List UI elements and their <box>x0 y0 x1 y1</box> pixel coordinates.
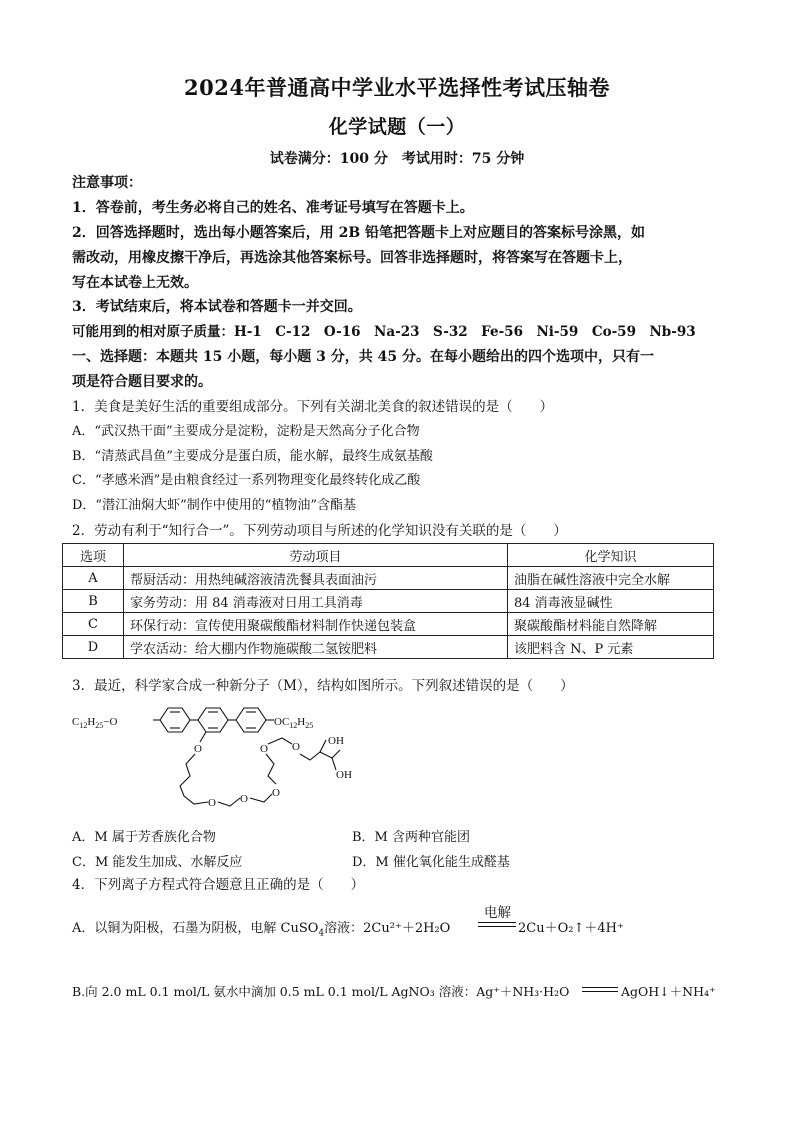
table-row <box>63 590 714 613</box>
notice-item: 3．考试结束后，将本试卷和答题卡一并交回。 <box>72 299 362 315</box>
table-header: 化学知识 <box>508 544 714 567</box>
exam-meta: 试卷满分：100 分 考试用时：75 分钟 <box>269 151 525 167</box>
table-row <box>63 567 714 590</box>
table-cell: A <box>63 567 124 590</box>
q1-option-a: A．“武汉热干面”主要成分是淀粉，淀粉是天然高分子化合物 <box>72 424 420 439</box>
question-4-stem: 4．下列离子方程式符合题意且正确的是（ ） <box>72 877 365 893</box>
hydroxyl-label: OH <box>328 735 344 747</box>
exam-title: 2024年普通高中学业水平选择性考试压轴卷 <box>184 75 610 100</box>
q4-option-b-text: B.向 2.0 mL 0.1 mol/L 氨水中滴加 0.5 mL 0.1 mol/L AgNO₃ 溶液： <box>72 984 477 999</box>
table-cell: 油脂在碱性溶液中完全水解 <box>508 567 714 590</box>
table-header-row <box>63 544 714 567</box>
question-3-stem: 3．最近，科学家合成一种新分子（M），结构如图所示。下列叙述错误的是（ ） <box>72 678 574 694</box>
q4-option-a: A．以铜为阳极，石墨为阴极，电解 CuSO$_4$溶液：2Cu²⁺＋2H₂O <box>72 921 451 939</box>
q4-option-b <box>72 982 569 1000</box>
notice-heading: 注意事项： <box>72 175 142 191</box>
q4-option-b-eq-right: AgOH↓＋NH₄⁺ <box>621 984 716 999</box>
exam-subject: 化学试题（一） <box>328 116 466 138</box>
table-cell: 家务劳动：用 84 消毒液对日用工具消毒 <box>124 590 508 613</box>
notice-item: 1．答卷前，考生务必将自己的姓名、准考证号填写在答题卡上。 <box>72 200 474 216</box>
ether-oxygen: O <box>272 787 280 799</box>
notice-item: 需改动，用橡皮擦干净后，再选涂其他答案标号。回答非选择题时，将答案写在答题卡上， <box>72 250 632 266</box>
right-alkyl-label: $OC_{12}H_{25}$ <box>274 716 314 730</box>
table-cell: 帮厨活动：用热纯碱溶液清洗餐具表面油污 <box>124 567 508 590</box>
table-cell: 84 消毒液显碱性 <box>508 590 714 613</box>
q3-option-a: A．M 属于芳香族化合物 <box>72 830 216 845</box>
ether-oxygen: O <box>260 743 268 755</box>
table-header: 劳动项目 <box>124 544 508 567</box>
notice-item: 2．回答选择题时，选出每小题答案后，用 2B 铅笔把答题卡上对应题目的答案标号涂黑，如 <box>72 225 646 241</box>
q3-option-d: D．M 催化氧化能生成醛基 <box>352 855 510 870</box>
q4-option-a-text2: 溶液： <box>324 921 364 936</box>
atomic-mass-line: 可能用到的相对原子质量：H-1 C-12 O-16 Na-23 S-32 Fe-56 Ni-59 Co-59 Nb-93 <box>72 324 696 340</box>
hydroxyl-label: OH <box>336 769 352 781</box>
table-row <box>63 636 714 659</box>
ether-oxygen: O <box>194 743 202 755</box>
table-cell: 聚碳酸酯材料能自然降解 <box>508 613 714 636</box>
equals-line <box>582 991 618 992</box>
molecule-structure <box>68 698 378 818</box>
ether-oxygen: O <box>240 793 248 805</box>
table-cell: 该肥料含 N、P 元素 <box>508 636 714 659</box>
section-heading: 一、选择题：本题共 15 小题，每小题 3 分，共 45 分。在每小题给出的四个选项中，只有一 <box>72 349 654 365</box>
q1-option-c: C．“孝感米酒”是由粮食经过一系列物理变化最终转化成乙酸 <box>72 473 421 488</box>
q4-option-a-text: A．以铜为阳极，石墨为阴极，电解 CuSO <box>72 921 319 936</box>
q3-option-c: C．M 能发生加成、水解反应 <box>72 855 243 870</box>
equals-line <box>478 926 516 927</box>
question-2-table <box>62 543 714 659</box>
q1-option-d: D．“潜江油焖大虾”制作中使用的“植物油”含酯基 <box>72 498 357 513</box>
ether-oxygen: O <box>292 741 300 753</box>
section-heading-cont: 项是符合题目要求的。 <box>72 374 212 390</box>
left-alkyl-label: $C_{12}H_{25}-O$ <box>72 716 118 730</box>
equals-line <box>582 987 618 988</box>
table-header: 选项 <box>63 544 124 567</box>
question-1-stem: 1．美食是美好生活的重要组成部分。下列有关湖北美食的叙述错误的是（ ） <box>72 399 554 415</box>
notice-item: 写在本试卷上无效。 <box>72 275 198 291</box>
table-cell: C <box>63 613 124 636</box>
electrolysis-condition: 电解 <box>484 905 511 921</box>
q4-option-a-eq-right: 2Cu＋O₂↑＋4H⁺ <box>518 921 624 936</box>
ether-oxygen: O <box>208 797 216 809</box>
table-cell: 学农活动：给大棚内作物施碳酸二氢铵肥料 <box>124 636 508 659</box>
equals-line <box>478 922 516 923</box>
table-cell: 环保行动：宣传使用聚碳酸酯材料制作快递包装盒 <box>124 613 508 636</box>
q4-option-b-eq-left: Ag⁺＋NH₃·H₂O <box>476 984 570 999</box>
table-row <box>63 613 714 636</box>
table-cell: D <box>63 636 124 659</box>
q4-option-a-eq-left: 2Cu²⁺＋2H₂O <box>363 921 451 936</box>
q3-option-b: B．M 含两种官能团 <box>352 830 470 845</box>
question-2-stem: 2．劳动有利于“知行合一”。下列劳动项目与所述的化学知识没有关联的是（ ） <box>72 523 567 539</box>
table-cell: B <box>63 590 124 613</box>
q1-option-b: B．“清蒸武昌鱼”主要成分是蛋白质，能水解，最终生成氨基酸 <box>72 449 433 464</box>
